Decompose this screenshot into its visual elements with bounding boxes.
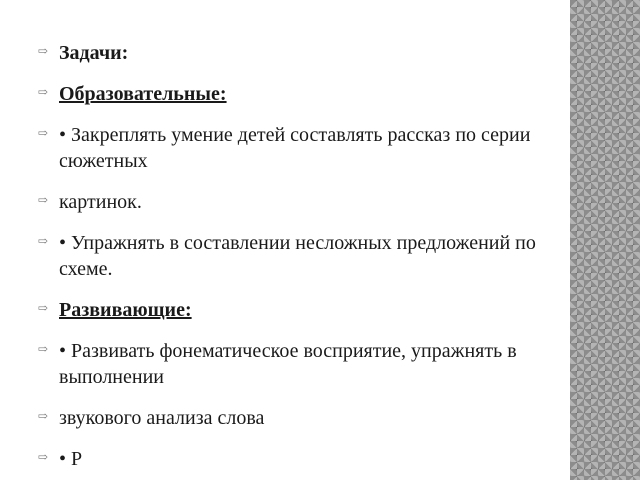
line-educational-heading — [38, 81, 558, 107]
line-text: Развивающие: — [59, 299, 192, 321]
decorative-pattern-strip — [570, 0, 640, 480]
line-educational-task-1 — [38, 122, 558, 174]
line-text: • Закреплять умение детей составлять рассказ по серии сюжетных — [59, 124, 531, 172]
line-text: • Развивать фонематическое восприятие, упражнять в выполнении — [59, 340, 517, 388]
arrow-bullet-icon: ⇨ — [38, 85, 49, 99]
arrow-bullet-icon: ⇨ — [38, 450, 49, 464]
arrow-bullet-icon: ⇨ — [38, 301, 49, 315]
line-developmental-task-1 — [38, 338, 558, 390]
line-text: • Упражнять в составлении несложных предложений по схеме. — [59, 232, 536, 280]
line-text: • Р — [59, 448, 83, 470]
line-tasks-heading — [38, 40, 558, 66]
arrow-bullet-icon: ⇨ — [38, 234, 49, 248]
arrow-bullet-icon: ⇨ — [38, 44, 49, 58]
arrow-bullet-icon: ⇨ — [38, 342, 49, 356]
slide-content — [38, 40, 558, 480]
line-developmental-heading — [38, 297, 558, 323]
line-text: картинок. — [59, 191, 142, 213]
line-educational-task-1-continued — [38, 189, 558, 215]
line-developmental-task-2-partial — [38, 446, 558, 472]
line-educational-task-2 — [38, 230, 558, 282]
line-text: Образовательные: — [59, 83, 227, 105]
arrow-bullet-icon: ⇨ — [38, 193, 49, 207]
arrow-bullet-icon: ⇨ — [38, 126, 49, 140]
line-developmental-task-1-continued — [38, 405, 558, 431]
line-text: звукового анализа слова — [59, 407, 265, 429]
line-text: Задачи: — [59, 42, 129, 64]
arrow-bullet-icon: ⇨ — [38, 409, 49, 423]
